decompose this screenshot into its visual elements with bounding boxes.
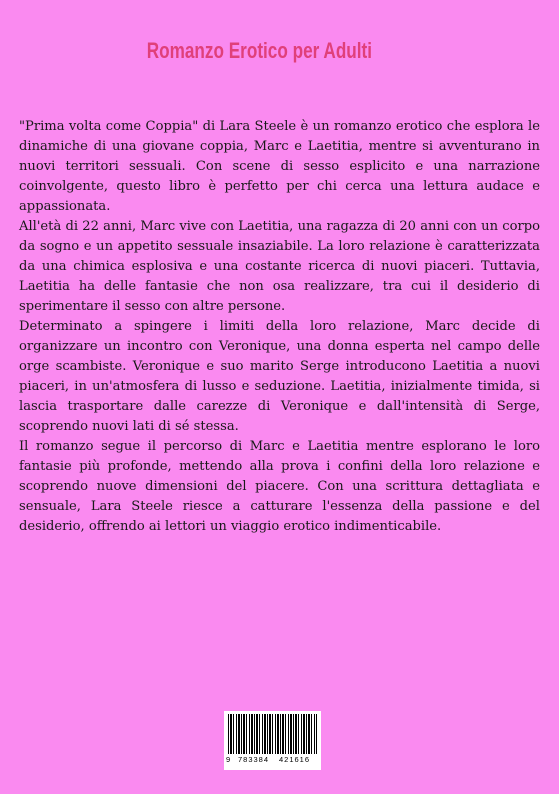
- barcode-right-digits: 421616: [279, 755, 311, 764]
- barcode-first-digit: 9: [226, 755, 231, 764]
- barcode-left-digits: 783384: [238, 755, 270, 764]
- description-paragraph: Determinato a spingere i limiti della loro relazione, Marc decide di organizzare un incontro con Veronique, una donna esperta nel campo delle orge scambiste. Veronique e suo marito Serge introducono Laetitia a nuovi piaceri, in un'atmosfera di lusso e seduzione. Laetitia, inizialmente timida, si lascia trasportare dalle carezze di Veronique e dall'intensità di Serge, scoprendo nuovi lati di sé stessa.: [19, 319, 540, 434]
- description-paragraph: Il romanzo segue il percorso di Marc e Laetitia mentre esplorano le loro fantasie più profonde, mettendo alla prova i confini della loro relazione e scoprendo nuove dimensioni del piacere. Con una scrittura dettagliata e sensuale, Lara Steele riesce a catturare l'essenza della passione e del desiderio, offrendo ai lettori un viaggio erotico indimenticabile.: [19, 439, 540, 534]
- description-paragraph: All'età di 22 anni, Marc vive con Laetitia, una ragazza di 20 anni con un corpo da sogno e un appetito sessuale insaziabile. La loro relazione è caratterizzata da una chimica esplosiva e una costante ricerca di nuovi piaceri. Tuttavia, Laetitia ha delle fantasie che non osa realizzare, tra cui il desiderio di sperimentare il sesso con altre persone.: [19, 219, 540, 314]
- isbn-barcode: [224, 711, 321, 770]
- book-title: Romanzo Erotico per Adulti: [146, 38, 373, 63]
- description-paragraph: "Prima volta come Coppia" di Lara Steele è un romanzo erotico che esplora le dinamiche di una giovane coppia, Marc e Laetitia, mentre si avventurano in nuovi territori sessuali. Con scene di sesso esplicito e una narrazione coinvolgente, questo libro è perfetto per chi cerca una lettura audace e appassionata.: [19, 119, 540, 214]
- barcode-bars: [228, 714, 317, 754]
- book-description: [19, 117, 540, 537]
